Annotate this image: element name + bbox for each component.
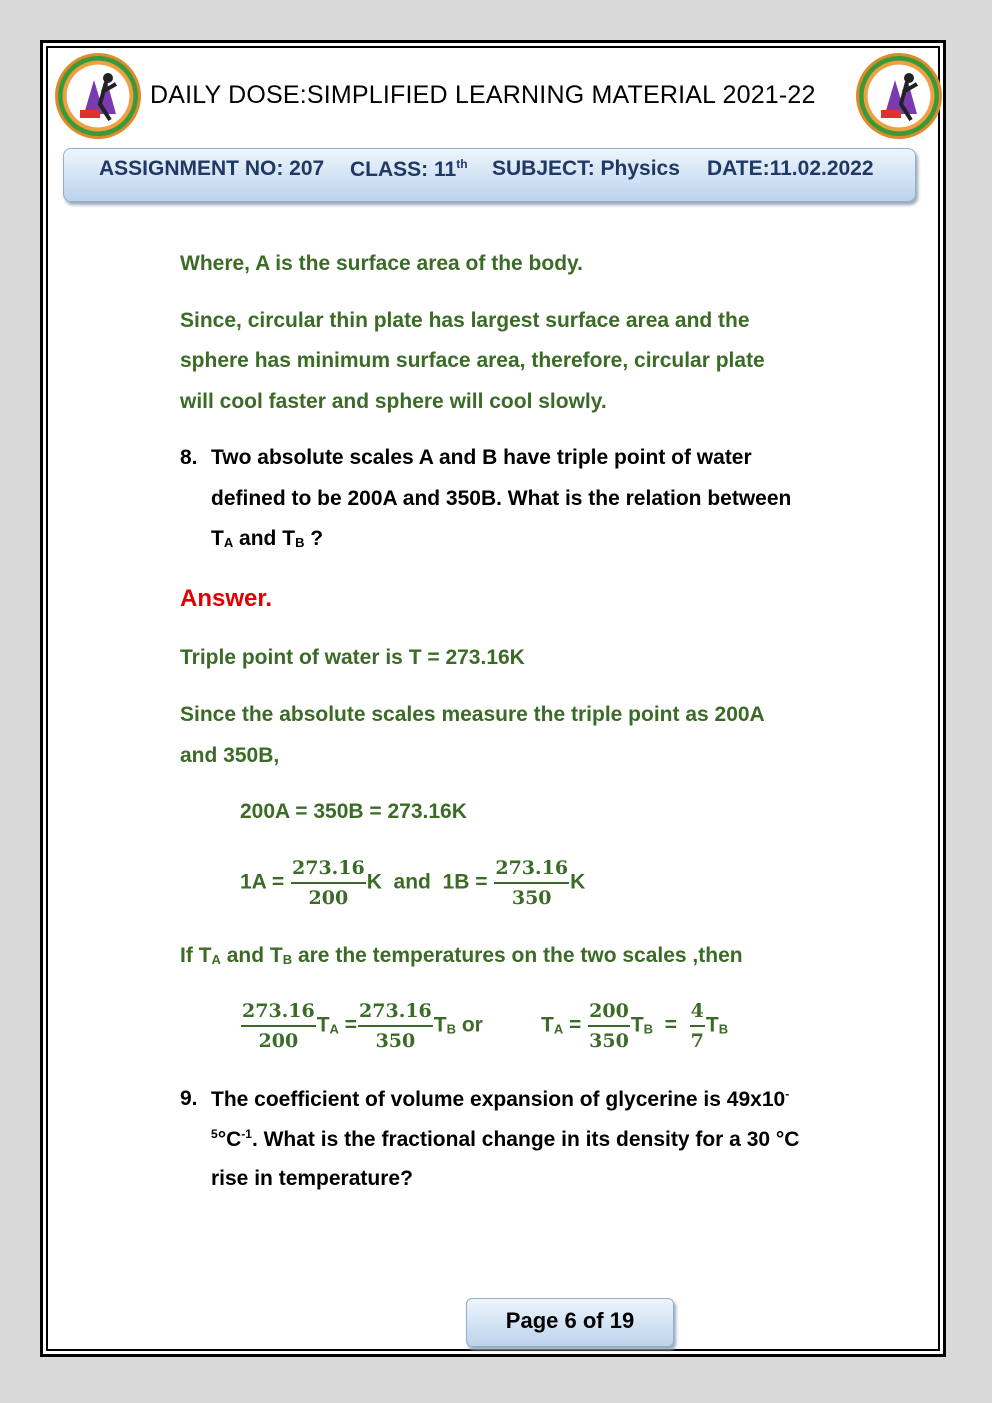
eq4-fraction-b — [690, 997, 705, 1055]
a3-and: and T — [220, 944, 283, 967]
eq3-num-a: 273.16 — [241, 997, 316, 1027]
question-8-line-1: Two absolute scales A and B have triple point of water — [211, 446, 752, 469]
equation-1: 200A = 350B = 273.16K — [240, 800, 467, 823]
answer-scales-line-2: and 350B, — [180, 744, 280, 767]
eq3-t1: T — [316, 1013, 330, 1037]
eq4-num-b: 4 — [690, 997, 705, 1027]
answer-scales-line-1: Since the absolute scales measure the triple point as 200A — [180, 703, 765, 726]
para-cooling-line-1: Since, circular thin plate has largest surface area and the — [180, 309, 750, 332]
header-title: DAILY DOSE:SIMPLIFIED LEARNING MATERIAL 2021-22 — [150, 81, 816, 109]
eq4-t2: T — [630, 1013, 644, 1037]
q8-sub-a: A — [223, 535, 234, 550]
eq4-t3: T — [705, 1013, 719, 1037]
q9-line-2-sup1: 5 — [211, 1127, 218, 1141]
q8-sub-b: B — [295, 535, 305, 550]
eq2-den-a: 200 — [308, 887, 349, 909]
a3-if: If T — [180, 944, 212, 967]
para-cooling-line-2: sphere has minimum surface area, therefore, circular plate — [180, 349, 765, 372]
eq3-or: or — [455, 1013, 483, 1037]
class-info — [350, 157, 468, 182]
class-label: CLASS: 11 — [350, 158, 457, 181]
eq3-sub-b: B — [446, 1021, 456, 1037]
equation-2 — [240, 854, 585, 912]
question-9-line-1 — [211, 1087, 789, 1112]
eq4-den-a: 350 — [589, 1030, 629, 1052]
question-9-line-3: rise in temperature? — [211, 1167, 413, 1190]
answer-triple-point: Triple point of water is T = 273.16K — [180, 646, 525, 669]
eq4-t: T — [541, 1013, 554, 1037]
logo-figure-icon — [76, 70, 122, 124]
equation-4 — [541, 997, 728, 1055]
question-8-number: 8. — [180, 446, 198, 469]
eq2-k: K — [570, 870, 586, 894]
assignment-number: ASSIGNMENT NO: 207 — [99, 157, 325, 180]
school-logo-left — [55, 53, 141, 139]
eq4-den-b: 7 — [690, 1030, 704, 1052]
eq2-fraction-a — [291, 854, 366, 912]
q9-line-2-text: . What is the fractional change in its density for a 30 °C — [251, 1128, 800, 1151]
eq2-fraction-b — [494, 854, 569, 912]
q9-line-1-sup: - — [785, 1087, 790, 1101]
q9-line-2-unit: °C — [217, 1128, 242, 1151]
eq4-sub-a: A — [553, 1021, 564, 1037]
eq4-equals: = — [563, 1013, 588, 1037]
eq4-equals-2: = — [653, 1013, 689, 1037]
subject-info — [492, 157, 680, 181]
eq4-sub-b2: B — [718, 1021, 729, 1037]
eq3-t2: T — [433, 1013, 447, 1037]
question-9-number: 9. — [180, 1087, 198, 1110]
eq3-den-a: 200 — [258, 1030, 299, 1052]
answer-label: Answer. — [180, 585, 273, 612]
q9-line-2-sup2: -1 — [241, 1127, 252, 1141]
eq3-num-b: 273.16 — [358, 997, 433, 1027]
eq2-num-b: 273.16 — [494, 854, 569, 884]
eq4-sub-b: B — [643, 1021, 654, 1037]
q9-line-1-text: The coefficient of volume expansion of glycerine is 49x10 — [211, 1088, 786, 1111]
question-9-line-2 — [211, 1127, 799, 1152]
a3-rest: are the temperatures on the two scales ,then — [292, 944, 743, 967]
para-cooling-line-3: will cool faster and sphere will cool slowly. — [180, 390, 607, 413]
answer-temperatures-line — [180, 944, 743, 968]
eq3-den-b: 350 — [375, 1030, 416, 1052]
school-logo-right — [856, 53, 942, 139]
a3-sub-a: A — [211, 952, 221, 967]
subject-value: Physics — [600, 157, 680, 180]
eq3-equals: = — [338, 1013, 358, 1037]
page-number: Page 6 of 19 — [505, 1308, 635, 1333]
equation-3 — [240, 997, 483, 1055]
para-surface-area: Where, A is the surface area of the body. — [180, 252, 583, 275]
class-sup: th — [456, 157, 468, 171]
page-inner-border — [46, 46, 940, 1351]
eq2-lhs: 1A = — [240, 870, 290, 894]
assignment-date: DATE:11.02.2022 — [707, 157, 874, 180]
q8-t: T — [211, 527, 224, 550]
eq3-sub-a: A — [329, 1021, 339, 1037]
eq3-fraction-b — [358, 997, 433, 1055]
eq3-fraction-a — [241, 997, 316, 1055]
eq4-fraction-a — [588, 997, 630, 1055]
eq2-mid: K and 1B = — [366, 870, 494, 894]
eq2-den-b: 350 — [511, 887, 552, 909]
q8-end: ? — [304, 527, 324, 550]
q8-and: and T — [233, 527, 296, 550]
question-8-line-2: defined to be 200A and 350B. What is the relation between — [211, 487, 792, 510]
a3-sub-b: B — [282, 952, 293, 967]
eq2-num-a: 273.16 — [291, 854, 366, 884]
subject-label: SUBJECT: — [492, 157, 601, 180]
question-8-line-3 — [211, 527, 323, 551]
eq4-num-a: 200 — [588, 997, 630, 1027]
logo-figure-icon — [877, 70, 923, 124]
